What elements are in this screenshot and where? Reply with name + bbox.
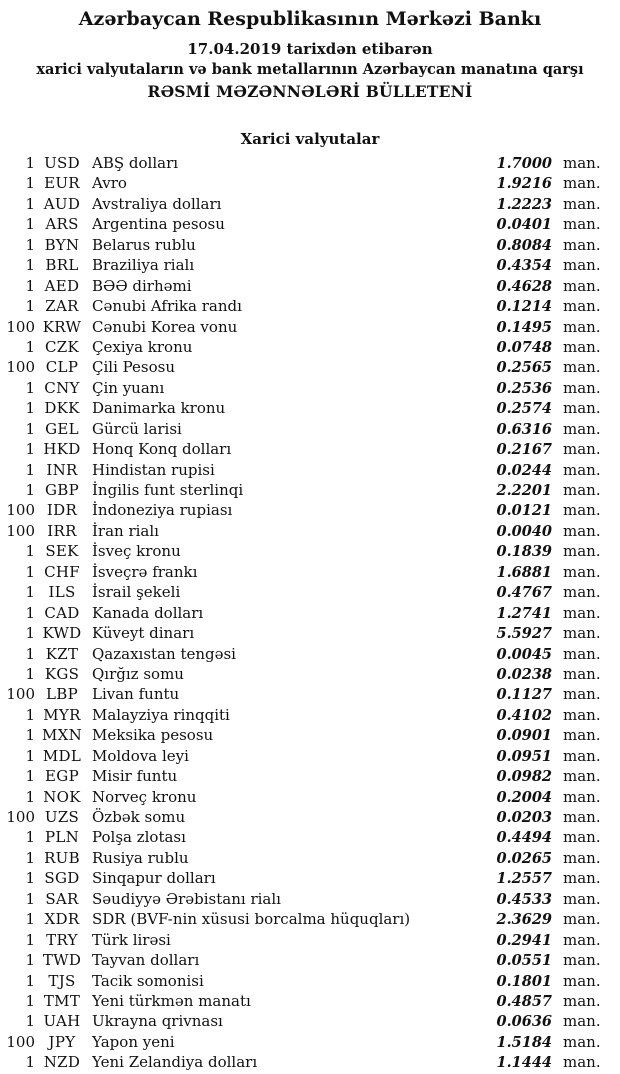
currency-code: KRW xyxy=(42,317,82,336)
rate-value: 0.2167 xyxy=(496,441,552,459)
rate-row xyxy=(0,194,601,214)
quantity-cell: 1 xyxy=(25,297,35,316)
currency-name: Çili Pesosu xyxy=(92,358,176,377)
rate-value: 0.2941 xyxy=(496,931,552,949)
currency-code: KGS xyxy=(44,664,80,683)
currency-name: Tacik somonisi xyxy=(92,971,204,990)
unit-label: man. xyxy=(563,1053,601,1072)
rate-value: 0.0401 xyxy=(496,216,552,234)
currency-name: Yeni Zelandiya dolları xyxy=(92,1053,258,1072)
currency-name: Yapon yeni xyxy=(92,1032,175,1051)
unit-label: man. xyxy=(563,828,601,847)
rate-row xyxy=(0,500,601,520)
quantity-cell: 1 xyxy=(25,562,35,581)
rate-value: 0.4857 xyxy=(496,992,552,1010)
rate-row xyxy=(0,214,601,234)
rates-table xyxy=(0,153,620,1073)
currency-name: İngilis funt sterlinqi xyxy=(92,481,244,499)
rate-row xyxy=(0,684,601,704)
rate-value: 0.0203 xyxy=(496,809,552,826)
currency-code: JPY xyxy=(48,1032,76,1051)
currency-name: Cənubi Afrika randı xyxy=(92,297,242,316)
unit-label: man. xyxy=(563,664,601,683)
quantity-cell: 1 xyxy=(25,378,35,397)
quantity-cell: 1 xyxy=(25,1012,35,1031)
currency-code: CNY xyxy=(44,378,80,397)
quantity-cell: 1 xyxy=(25,583,35,602)
unit-label: man. xyxy=(563,419,601,438)
unit-label: man. xyxy=(563,808,601,826)
rate-value: 0.4102 xyxy=(496,706,552,724)
rate-row xyxy=(0,480,601,500)
currency-name: Norveç kronu xyxy=(92,787,197,806)
currency-name: Polşa zlotası xyxy=(92,828,186,847)
currency-code: MYR xyxy=(43,705,81,724)
unit-label: man. xyxy=(563,848,601,867)
currency-code: NOK xyxy=(43,787,81,806)
rate-value: 0.0045 xyxy=(496,645,552,663)
unit-label: man. xyxy=(563,603,601,622)
unit-label: man. xyxy=(563,399,601,418)
currency-name: Avstraliya dolları xyxy=(92,194,222,213)
rate-row xyxy=(0,337,601,357)
unit-label: man. xyxy=(563,726,601,745)
rate-row xyxy=(0,746,601,766)
rate-value: 0.1127 xyxy=(496,686,552,704)
currency-name: Qazaxıstan tengəsi xyxy=(92,644,236,663)
unit-label: man. xyxy=(563,767,601,786)
quantity-cell: 1 xyxy=(25,705,35,724)
quantity-cell: 1 xyxy=(25,644,35,663)
rate-row xyxy=(0,889,601,909)
rate-value: 0.2536 xyxy=(496,379,552,397)
unit-label: man. xyxy=(563,481,601,499)
currency-name: Danimarka kronu xyxy=(92,399,226,418)
currency-name: Kanada dolları xyxy=(92,603,204,622)
effective-date-line: 17.04.2019 tarixdən etibarən xyxy=(187,40,433,58)
rate-row xyxy=(0,419,601,439)
unit-label: man. xyxy=(563,460,601,479)
quantity-cell: 1 xyxy=(25,256,35,275)
currency-name: Qırğız somu xyxy=(92,664,184,683)
unit-label: man. xyxy=(563,1012,601,1031)
currency-name: Rusiya rublu xyxy=(92,848,189,867)
currency-code: CAD xyxy=(44,603,80,622)
rate-row xyxy=(0,1032,601,1052)
unit-label: man. xyxy=(563,276,601,295)
rate-value: 0.0244 xyxy=(496,461,552,479)
rate-row xyxy=(0,1011,601,1031)
rate-row xyxy=(0,357,601,377)
rate-row xyxy=(0,541,601,561)
rate-row xyxy=(0,991,601,1011)
currency-code: CZK xyxy=(44,337,79,356)
currency-code: SAR xyxy=(45,889,79,908)
currency-code: DKK xyxy=(44,399,80,418)
rate-row xyxy=(0,235,601,255)
rate-row xyxy=(0,153,601,173)
unit-label: man. xyxy=(563,256,601,275)
rate-row xyxy=(0,255,601,275)
bulletin-title: RƏSMİ MƏZƏNNƏLƏRİ BÜLLETENİ xyxy=(147,82,473,101)
currency-name: ABŞ dolları xyxy=(92,154,179,172)
quantity-cell: 100 xyxy=(6,358,35,377)
rate-value: 0.0636 xyxy=(496,1013,552,1031)
quantity-cell: 100 xyxy=(6,501,35,520)
quantity-cell: 1 xyxy=(25,542,35,561)
currency-name: Tayvan dolları xyxy=(92,951,200,970)
currency-code: TRY xyxy=(46,930,78,949)
rate-value: 1.5184 xyxy=(496,1033,552,1051)
currency-code: TWD xyxy=(42,951,82,970)
quantity-cell: 1 xyxy=(25,337,35,356)
bulletin-subtitle: xarici valyutaların və bank metallarının Azərbaycan manatına qarşı xyxy=(36,61,584,78)
rate-value: 0.1495 xyxy=(496,318,552,336)
rate-value: 0.0121 xyxy=(496,502,552,520)
unit-label: man. xyxy=(563,869,601,888)
currency-code: ILS xyxy=(48,583,76,602)
currency-name: Çexiya kronu xyxy=(92,337,193,356)
unit-label: man. xyxy=(563,501,601,520)
currency-name: Honq Konq dolları xyxy=(92,440,232,459)
unit-label: man. xyxy=(563,542,601,561)
currency-name: Sinqapur dolları xyxy=(92,869,216,888)
currency-code: HKD xyxy=(43,440,81,459)
rate-row xyxy=(0,623,601,643)
section-title-foreign-currencies: Xarici valyutalar xyxy=(240,130,380,148)
quantity-cell: 1 xyxy=(25,664,35,683)
currency-name: Livan funtu xyxy=(92,685,180,704)
unit-label: man. xyxy=(563,910,601,929)
rate-value: 1.2557 xyxy=(496,870,552,888)
quantity-cell: 1 xyxy=(25,767,35,786)
quantity-cell: 100 xyxy=(6,1032,35,1051)
quantity-cell: 100 xyxy=(6,808,35,826)
unit-label: man. xyxy=(563,194,601,213)
rate-value: 0.0238 xyxy=(496,665,552,683)
currency-code: KWD xyxy=(42,624,82,643)
currency-name: Cənubi Korea vonu xyxy=(92,317,238,336)
currency-code: KZT xyxy=(45,644,79,663)
unit-label: man. xyxy=(563,521,601,540)
quantity-cell: 100 xyxy=(6,521,35,540)
currency-code: IDR xyxy=(46,501,78,520)
rate-value: 1.7000 xyxy=(496,155,552,172)
rate-row xyxy=(0,807,601,827)
rate-row xyxy=(0,276,601,296)
rate-row xyxy=(0,398,601,418)
rate-value: 2.3629 xyxy=(496,911,552,929)
unit-label: man. xyxy=(563,583,601,602)
currency-code: TMT xyxy=(43,991,81,1010)
rate-value: 0.0748 xyxy=(496,338,552,356)
quantity-cell: 1 xyxy=(25,848,35,867)
quantity-cell: 1 xyxy=(25,235,35,254)
unit-label: man. xyxy=(563,562,601,581)
rate-row xyxy=(0,950,601,970)
rate-row xyxy=(0,439,601,459)
currency-code: IRR xyxy=(47,521,77,540)
rate-row xyxy=(0,521,601,541)
rate-value: 0.0951 xyxy=(496,747,552,765)
bank-name-title: Azərbaycan Respublikasının Mərkəzi Bankı xyxy=(78,8,542,30)
currency-code: MXN xyxy=(41,726,83,745)
rate-value: 0.1839 xyxy=(496,543,552,561)
rate-row xyxy=(0,378,601,398)
rate-value: 1.2741 xyxy=(496,604,552,622)
unit-label: man. xyxy=(563,440,601,459)
currency-name: Özbək somu xyxy=(92,808,186,826)
quantity-cell: 1 xyxy=(25,154,35,172)
currency-code: USD xyxy=(44,154,80,172)
unit-label: man. xyxy=(563,951,601,970)
unit-label: man. xyxy=(563,930,601,949)
quantity-cell: 1 xyxy=(25,194,35,213)
quantity-cell: 1 xyxy=(25,910,35,929)
currency-name: İsrail şekeli xyxy=(92,583,181,602)
rate-row xyxy=(0,562,601,582)
currency-code: TJS xyxy=(48,971,76,990)
rate-row xyxy=(0,705,601,725)
rate-row xyxy=(0,644,601,664)
currency-name: Argentina pesosu xyxy=(92,215,225,234)
currency-name: Meksika pesosu xyxy=(92,726,214,745)
unit-label: man. xyxy=(563,154,601,172)
rate-row xyxy=(0,930,601,950)
currency-code: INR xyxy=(46,460,78,479)
rate-value: 1.1444 xyxy=(496,1054,552,1072)
currency-name: Çin yuanı xyxy=(92,378,165,397)
quantity-cell: 1 xyxy=(25,889,35,908)
rate-value: 0.2565 xyxy=(496,359,552,377)
quantity-cell: 1 xyxy=(25,440,35,459)
currency-code: RUB xyxy=(44,848,80,867)
currency-code: GBP xyxy=(45,481,79,499)
currency-name: İsveç kronu xyxy=(92,542,181,561)
currency-name: Misir funtu xyxy=(92,767,178,786)
rate-row xyxy=(0,173,601,193)
currency-code: UZS xyxy=(44,808,80,826)
currency-code: XDR xyxy=(44,910,80,929)
unit-label: man. xyxy=(563,337,601,356)
rate-value: 5.5927 xyxy=(496,625,552,643)
unit-label: man. xyxy=(563,787,601,806)
unit-label: man. xyxy=(563,971,601,990)
rate-row xyxy=(0,460,601,480)
rate-value: 1.2223 xyxy=(496,195,552,213)
quantity-cell: 1 xyxy=(25,460,35,479)
unit-label: man. xyxy=(563,685,601,704)
currency-code: NZD xyxy=(43,1053,81,1072)
quantity-cell: 1 xyxy=(25,971,35,990)
rate-value: 0.1214 xyxy=(496,298,552,316)
rate-value: 0.0040 xyxy=(496,522,552,540)
quantity-cell: 1 xyxy=(25,930,35,949)
unit-label: man. xyxy=(563,317,601,336)
currency-name: Ukrayna qrivnası xyxy=(92,1012,223,1031)
currency-name: Braziliya rialı xyxy=(92,256,195,275)
rate-value: 1.6881 xyxy=(496,563,552,581)
unit-label: man. xyxy=(563,991,601,1010)
quantity-cell: 1 xyxy=(25,419,35,438)
currency-name: Moldova leyi xyxy=(92,746,189,765)
rate-value: 0.4494 xyxy=(496,829,552,847)
currency-code: AED xyxy=(44,276,80,295)
quantity-cell: 1 xyxy=(25,215,35,234)
currency-name: SDR (BVF-nin xüsusi borcalma hüquqları) xyxy=(92,910,411,929)
rate-value: 0.2574 xyxy=(496,400,552,418)
unit-label: man. xyxy=(563,1032,601,1051)
unit-label: man. xyxy=(563,297,601,316)
rate-row xyxy=(0,787,601,807)
currency-code: GEL xyxy=(45,419,79,438)
quantity-cell: 1 xyxy=(25,276,35,295)
currency-code: EGP xyxy=(45,767,79,786)
quantity-cell: 1 xyxy=(25,603,35,622)
rate-row xyxy=(0,603,601,623)
rate-value: 2.2201 xyxy=(496,482,552,499)
currency-name: Malayziya rinqqiti xyxy=(92,705,230,724)
currency-code: SEK xyxy=(45,542,79,561)
rate-value: 0.2004 xyxy=(496,788,552,806)
quantity-cell: 1 xyxy=(25,1053,35,1072)
currency-name: Gürcü larisi xyxy=(92,419,182,438)
currency-code: ARS xyxy=(45,215,79,234)
rate-value: 0.4533 xyxy=(496,890,552,908)
unit-label: man. xyxy=(563,705,601,724)
rate-row xyxy=(0,868,601,888)
currency-code: LBP xyxy=(46,685,78,704)
currency-name: Səudiyyə Ərəbistanı rialı xyxy=(92,889,281,908)
unit-label: man. xyxy=(563,215,601,234)
rate-row xyxy=(0,909,601,929)
unit-label: man. xyxy=(563,174,601,193)
rate-row xyxy=(0,664,601,684)
quantity-cell: 1 xyxy=(25,869,35,888)
rate-value: 0.1801 xyxy=(496,972,552,990)
quantity-cell: 1 xyxy=(25,991,35,1010)
currency-code: BYN xyxy=(44,235,80,254)
currency-code: SGD xyxy=(44,869,80,888)
currency-code: BRL xyxy=(45,256,79,275)
rate-value: 0.0901 xyxy=(496,727,552,745)
rate-row xyxy=(0,971,601,991)
currency-name: Hindistan rupisi xyxy=(92,460,215,479)
currency-name: Belarus rublu xyxy=(92,235,196,254)
currency-name: Yeni türkmən manatı xyxy=(92,991,251,1010)
currency-code: PLN xyxy=(44,828,80,847)
currency-code: MDL xyxy=(42,746,82,765)
quantity-cell: 1 xyxy=(25,481,35,499)
currency-name: İndoneziya rupiası xyxy=(92,501,233,520)
quantity-cell: 1 xyxy=(25,624,35,643)
rate-value: 0.4767 xyxy=(496,584,552,602)
currency-code: AUD xyxy=(43,194,81,213)
quantity-cell: 1 xyxy=(25,828,35,847)
unit-label: man. xyxy=(563,358,601,377)
currency-name: Avro xyxy=(92,174,127,193)
rate-row xyxy=(0,317,601,337)
rate-row xyxy=(0,582,601,602)
currency-code: CLP xyxy=(45,358,79,377)
unit-label: man. xyxy=(563,889,601,908)
unit-label: man. xyxy=(563,624,601,643)
rate-value: 0.8084 xyxy=(496,236,552,254)
rate-value: 0.4628 xyxy=(496,277,552,295)
quantity-cell: 100 xyxy=(6,317,35,336)
currency-name: Küveyt dinarı xyxy=(92,624,195,643)
quantity-cell: 1 xyxy=(25,746,35,765)
quantity-cell: 1 xyxy=(25,951,35,970)
unit-label: man. xyxy=(563,235,601,254)
unit-label: man. xyxy=(563,746,601,765)
rate-value: 0.0265 xyxy=(496,849,552,867)
rate-row xyxy=(0,827,601,847)
currency-name: Türk lirəsi xyxy=(92,930,171,949)
rate-value: 0.0551 xyxy=(496,952,552,970)
unit-label: man. xyxy=(563,378,601,397)
rate-row xyxy=(0,296,601,316)
quantity-cell: 1 xyxy=(25,726,35,745)
currency-code: ZAR xyxy=(45,297,79,316)
quantity-cell: 1 xyxy=(25,399,35,418)
rate-value: 0.6316 xyxy=(496,420,552,438)
currency-name: İran rialı xyxy=(92,521,159,540)
quantity-cell: 100 xyxy=(6,685,35,704)
currency-code: CHF xyxy=(44,562,80,581)
rate-row xyxy=(0,725,601,745)
quantity-cell: 1 xyxy=(25,174,35,193)
currency-name: İsveçrə frankı xyxy=(92,562,198,581)
currency-name: BƏƏ dirhəmi xyxy=(92,276,192,295)
rate-row xyxy=(0,848,601,868)
rate-row xyxy=(0,1052,601,1072)
rate-value: 0.4354 xyxy=(496,257,552,275)
currency-code: EUR xyxy=(44,174,80,193)
currency-code: UAH xyxy=(43,1012,81,1031)
rate-value: 1.9216 xyxy=(496,175,552,193)
rate-row xyxy=(0,766,601,786)
quantity-cell: 1 xyxy=(25,787,35,806)
unit-label: man. xyxy=(563,644,601,663)
rate-value: 0.0982 xyxy=(496,768,552,786)
